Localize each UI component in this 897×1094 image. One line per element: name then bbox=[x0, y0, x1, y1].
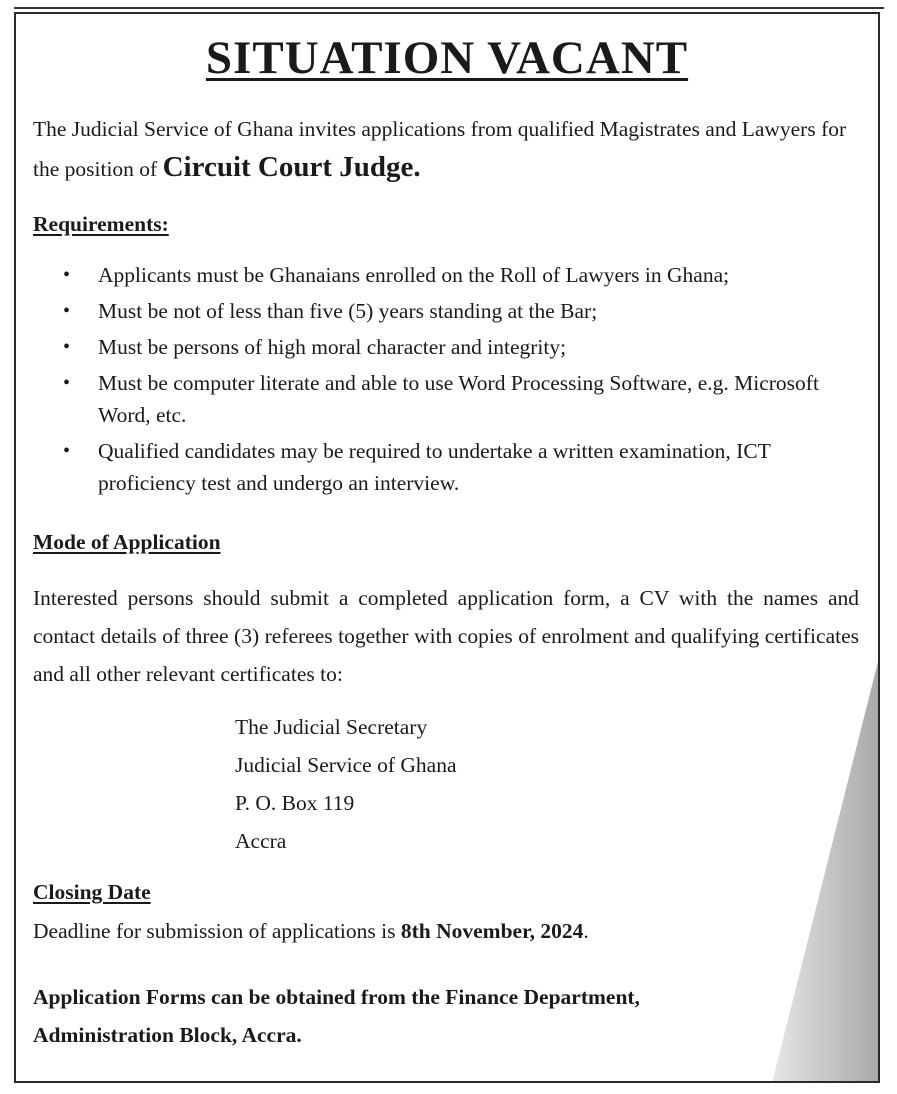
list-item-text: Must be not of less than five (5) years standing at the Bar; bbox=[98, 299, 598, 323]
address-line: The Judicial Secretary bbox=[235, 715, 428, 739]
bullet-icon: • bbox=[63, 264, 71, 286]
postal-address bbox=[235, 708, 457, 860]
bullet-icon: • bbox=[63, 336, 71, 358]
deadline-text bbox=[33, 916, 589, 946]
list-item bbox=[33, 259, 863, 291]
advert-frame bbox=[14, 12, 880, 1083]
address-line: P. O. Box 119 bbox=[235, 791, 355, 815]
position-name: Circuit Court Judge. bbox=[162, 151, 421, 183]
advert-content bbox=[16, 14, 878, 1081]
list-item bbox=[33, 295, 863, 327]
page-title bbox=[16, 30, 878, 86]
application-forms-note bbox=[33, 978, 793, 1054]
bullet-icon: • bbox=[63, 440, 71, 462]
list-item-text: Must be computer literate and able to use Word Processing Software, e.g. Microsoft Word, etc. bbox=[98, 371, 819, 427]
deadline-date: 8th November, 2024 bbox=[400, 919, 584, 943]
list-item-text: Must be persons of high moral character and integrity; bbox=[98, 335, 567, 359]
closing-date-heading: Closing Date bbox=[33, 880, 151, 904]
address-line: Accra bbox=[235, 829, 287, 853]
top-rule bbox=[14, 7, 884, 9]
mode-of-application-heading: Mode of Application bbox=[33, 530, 221, 554]
title-text: SITUATION VACANT bbox=[205, 32, 689, 84]
list-item-text: Applicants must be Ghanaians enrolled on the Roll of Lawyers in Ghana; bbox=[98, 263, 730, 287]
list-item bbox=[33, 331, 863, 363]
deadline-label: Deadline for submission of applications is bbox=[33, 919, 401, 943]
forms-note-line: Administration Block, Accra. bbox=[33, 1023, 302, 1047]
requirements-heading: Requirements: bbox=[33, 212, 169, 236]
requirements-list bbox=[33, 259, 863, 503]
intro-paragraph bbox=[33, 110, 859, 188]
forms-note-line: Application Forms can be obtained from the Finance Department, bbox=[33, 985, 640, 1009]
list-item-text: Qualified candidates may be required to undertake a written examination, ICT proficiency test and undergo an interview. bbox=[98, 439, 771, 495]
list-item bbox=[33, 367, 863, 431]
deadline-period: . bbox=[583, 919, 589, 943]
intro-text: The Judicial Service of Ghana invites applications from qualified Magistrates and Lawyers for the position of bbox=[33, 117, 847, 181]
bullet-icon: • bbox=[63, 300, 71, 322]
address-line: Judicial Service of Ghana bbox=[235, 753, 457, 777]
mode-of-application-paragraph: Interested persons should submit a completed application form, a CV with the names and contact details of three (3) referees together with copies of enrolment and qualifying certificates and all other relevant certificates to: bbox=[33, 586, 859, 686]
bullet-icon: • bbox=[63, 372, 71, 394]
list-item bbox=[33, 435, 863, 499]
